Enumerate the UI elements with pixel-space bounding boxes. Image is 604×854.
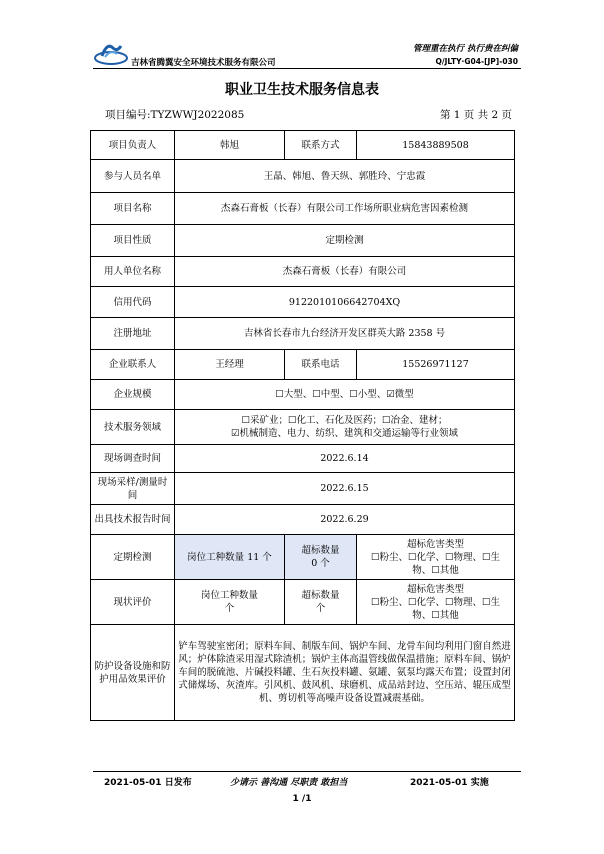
- cell-label: 项目性质: [91, 225, 175, 257]
- cell-value: 岗位工种数量 个: [175, 580, 285, 625]
- table-row: [91, 287, 515, 318]
- cell-label: 信用代码: [91, 287, 175, 318]
- cell-value: 2022.6.15: [175, 473, 515, 505]
- cell-label: 项目名称: [91, 193, 175, 225]
- cell-label: 防护设备设施和防护用品效果评价: [91, 625, 175, 721]
- cell-label: 企业联系人: [91, 350, 175, 380]
- table-row: [91, 445, 515, 473]
- footer-divider: [93, 771, 521, 772]
- cell-value: 2022.6.29: [175, 505, 515, 535]
- company-logo-icon: [93, 40, 129, 66]
- cell-label: 出具技术报告时间: [91, 505, 175, 535]
- company-name: 吉林省腾翼安全环境技术服务有限公司: [131, 58, 276, 68]
- cell-value: 王晶、韩旭、鲁天纵、郭胜玲、宁忠霞: [175, 160, 515, 193]
- cell-value: 杰森石膏板（长春）有限公司工作场所职业病危害因素检测: [175, 193, 515, 225]
- table-row: [91, 257, 515, 287]
- cell-value: 铲车驾驶室密闭；原料车间、制版车间、锅炉车间、龙骨车间均利用门窗自然进风；炉体除渣采用湿式除渣机；锅炉主体高温管线做保温措施；原料车间、锅炉车间的脱硫池、片碱投料罐、生石灰投料罐、氨罐、氨泵均露天布置；设置封闭式储煤场、灰渣库。引风机、鼓风机、球磨机、成品站封边、空压站、辊压成型机、剪切机等高噪声设备设置减震基础。: [175, 625, 515, 721]
- cell-label: 联系方式: [285, 131, 357, 160]
- cell-label: 项目负责人: [91, 131, 175, 160]
- table-row: [91, 410, 515, 445]
- table-row: [91, 535, 515, 580]
- table-row: [91, 193, 515, 225]
- cell-label: 现状评价: [91, 580, 175, 625]
- cell-value: ☐采矿业；☐化工、石化及医药；☐冶金、建材； ☑机械制造、电力、纺织、建筑和交通运输等行业领域: [175, 410, 515, 445]
- cell-value: 15843889508: [357, 131, 515, 160]
- cell-label: 参与人员名单: [91, 160, 175, 193]
- table-row: [91, 580, 515, 625]
- cell-value: 定期检测: [175, 225, 515, 257]
- footer-page-number: 1 /1: [292, 794, 312, 804]
- footer-motto: 少请示 善沟通 尽职责 敢担当: [230, 778, 348, 788]
- table-row: [91, 160, 515, 193]
- cell-value: 超标数量 个: [285, 580, 357, 625]
- cell-label: 联系电话: [285, 350, 357, 380]
- cell-value: 岗位工种数量 11 个: [175, 535, 285, 580]
- implement-date: 2021-05-01 实施: [410, 778, 489, 788]
- issue-date: 2021-05-01 日发布: [104, 778, 192, 788]
- cell-value: 韩旭: [175, 131, 285, 160]
- cell-value: 9122010106642704XQ: [175, 287, 515, 318]
- header-divider: [93, 68, 521, 69]
- project-number: 项目编号:TYZWWJ2022085: [105, 109, 245, 121]
- table-row: [91, 225, 515, 257]
- page-title: 职业卫生技术服务信息表: [225, 82, 379, 98]
- table-row: [91, 473, 515, 505]
- cell-value: 超标危害类型 ☐粉尘、☐化学、☐物理、☐生 物、☐其他: [357, 535, 515, 580]
- cell-value: 王经理: [175, 350, 285, 380]
- cell-label: 企业规模: [91, 380, 175, 410]
- page-indicator: 第 1 页 共 2 页: [439, 109, 512, 121]
- cell-value: 2022.6.14: [175, 445, 515, 473]
- cell-value: 超标危害类型 ☐粉尘、☐化学、☐物理、☐生 物、☐其他: [357, 580, 515, 625]
- cell-label: 现场调查时间: [91, 445, 175, 473]
- info-table: [90, 130, 515, 721]
- header-slogan: 管理重在执行 执行贵在纠偏: [413, 44, 518, 54]
- table-row: [91, 625, 515, 721]
- page-header: [0, 0, 604, 70]
- table-row: [91, 318, 515, 350]
- cell-value: 吉林省长春市九台经济开发区群英大路 2358 号: [175, 318, 515, 350]
- cell-label: 现场采样/测量时间: [91, 473, 175, 505]
- table-row: [91, 350, 515, 380]
- cell-label: 定期检测: [91, 535, 175, 580]
- cell-label: 技术服务领域: [91, 410, 175, 445]
- cell-value: ☐大型、☐中型、☐小型、☑微型: [175, 380, 515, 410]
- cell-value: 杰森石膏板（长春）有限公司: [175, 257, 515, 287]
- cell-value: 15526971127: [357, 350, 515, 380]
- table-row: [91, 380, 515, 410]
- cell-label: 用人单位名称: [91, 257, 175, 287]
- table-row: [91, 505, 515, 535]
- cell-label: 注册地址: [91, 318, 175, 350]
- document-number: Q/JLTY·G04-[JP]-030: [435, 57, 518, 66]
- table-row: [91, 131, 515, 160]
- cell-value: 超标数量 0 个: [285, 535, 357, 580]
